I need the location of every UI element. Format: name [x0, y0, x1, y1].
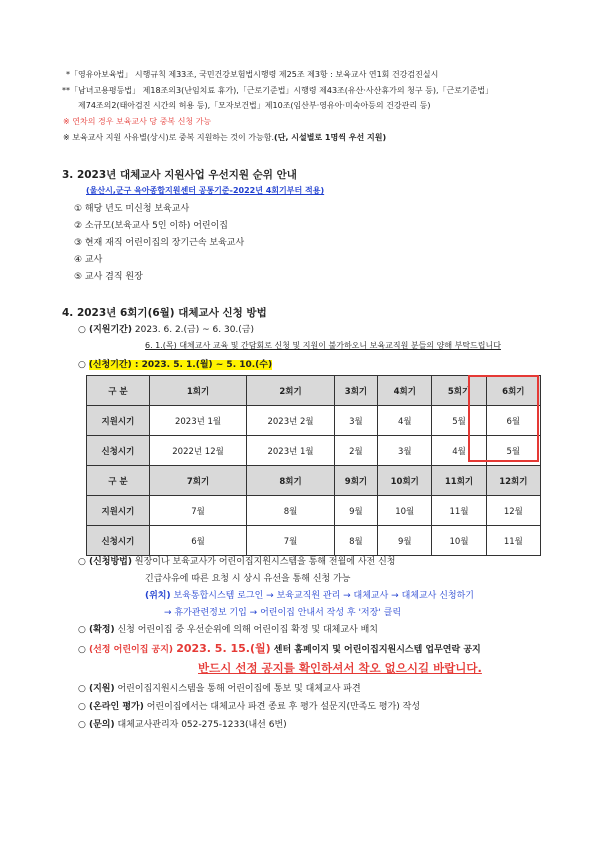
- support-period-note: 6. 1.(목) 대체교사 교육 및 간담회로 신청 및 지원이 불가하오니 보육교직원 분들의 양해 부탁드립니다: [145, 341, 501, 350]
- table-row-label: 신청시기: [87, 526, 150, 556]
- table-cell: 6월: [149, 526, 247, 556]
- note-annual-leave: ※ 연차의 경우 보육교사 당 중복 신청 가능: [63, 117, 212, 126]
- note-legal-2b: 제74조의2(태아검진 시간의 허용 등),「모자보건법」제10조(임산부·영유아·미숙아등의 건강관리 등): [78, 101, 431, 110]
- table-header-cell: 4회기: [378, 376, 432, 406]
- notice-line: [78, 640, 481, 656]
- table-header-cell: 2회기: [247, 376, 335, 406]
- table-header-cell: 구 분: [87, 466, 150, 496]
- table-cell: 2월: [334, 436, 377, 466]
- table-header-cell: 6회기: [486, 376, 540, 406]
- table-row-label: 지원시기: [87, 406, 150, 436]
- method-location: [145, 588, 474, 601]
- priority-item-1: ① 해당 년도 미신청 보육교사: [74, 204, 190, 214]
- table-cell: 8월: [334, 526, 377, 556]
- method-text: 원장이나 보육교사가 어린이집지원시스템을 통해 전월에 사전 신청: [134, 557, 396, 567]
- note-duplicate-text: ※ 보육교사 지원 사유별(상시)로 중복 지원하는 것이 가능함.: [63, 133, 275, 142]
- notice-mark: ○: [78, 645, 86, 655]
- notice-label: (선정 어린이집 공지): [89, 645, 174, 655]
- table-header-cell: 5회기: [432, 376, 486, 406]
- table-cell: 5월: [432, 406, 486, 436]
- priority-item-3: ③ 현재 재직 어린이집의 장기근속 보육교사: [74, 238, 245, 248]
- note-legal-1: *「영유아보육법」 시행규칙 제33조, 국민건강보험법시행령 제25조 제3항 : 보육교사 연1회 건강검진실시: [66, 70, 439, 79]
- location-path: 보육통합시스템 로그인 → 보육교직원 관리 → 대체교사 → 대체교사 신청하기: [173, 591, 474, 601]
- table-cell: 11월: [486, 526, 540, 556]
- support-period-value: 2023. 6. 2.(금) ~ 6. 30.(금): [134, 325, 254, 335]
- notice-warning: 반드시 선정 공지를 확인하셔서 착오 없으시길 바랍니다.: [198, 661, 482, 675]
- table-cell: 2023년 2월: [247, 406, 335, 436]
- notice-date: 2023. 5. 15.(월): [176, 642, 271, 655]
- support-period-label: ○ (지원기간): [78, 325, 132, 335]
- note-duplicate-bold: (단, 시설별로 1명씩 우선 지원): [274, 133, 387, 142]
- table-row: [87, 526, 541, 556]
- table-header-cell: 11회기: [432, 466, 486, 496]
- confirm-line: [78, 622, 378, 635]
- table-cell: 5월: [486, 436, 540, 466]
- method-line-1: [78, 554, 395, 567]
- current-round-highlight-box: [468, 375, 539, 462]
- table-header-cell: 9회기: [334, 466, 377, 496]
- table-header-cell: 3회기: [334, 376, 377, 406]
- table-header-cell: 7회기: [149, 466, 247, 496]
- table-cell: 7월: [149, 496, 247, 526]
- table-cell: 10월: [432, 526, 486, 556]
- section3-title: 3. 2023년 대체교사 지원사업 우선지원 순위 안내: [62, 169, 297, 181]
- table-header-cell: 8회기: [247, 466, 335, 496]
- table-header-cell: 10회기: [378, 466, 432, 496]
- table-cell: 9월: [334, 496, 377, 526]
- evaluation-text: 어린이집에서는 대체교사 파견 종료 후 평가 설문지(만족도 평가) 작성: [146, 702, 421, 712]
- evaluation-label: ○ (온라인 평가): [78, 702, 144, 712]
- table-cell: 2022년 12월: [149, 436, 247, 466]
- table-row-label: 지원시기: [87, 496, 150, 526]
- table-cell: 2023년 1월: [149, 406, 247, 436]
- note-legal-2a: **「남녀고용평등법」 제18조의3(난임치료 휴가),「근로기준법」시행령 제43조(유산·사산휴가의 청구 등),「근로기준법」: [62, 86, 494, 95]
- method-location-cont: → 휴가관련정보 기입 → 어린이집 안내서 작성 후 '저장' 클릭: [164, 608, 402, 618]
- priority-item-4: ④ 교사: [74, 255, 103, 265]
- table-cell: 4월: [378, 406, 432, 436]
- priority-item-2: ② 소규모(보육교사 5인 이하) 어린이집: [74, 221, 228, 231]
- inquiry-line: [78, 717, 287, 730]
- table-cell: 4월: [432, 436, 486, 466]
- table-row-label: 신청시기: [87, 436, 150, 466]
- table-header-cell: 12회기: [486, 466, 540, 496]
- evaluation-line: [78, 699, 420, 712]
- dispatch-label: ○ (지원): [78, 684, 115, 694]
- table-header-cell: 구 분: [87, 376, 150, 406]
- method-line-2: 긴급사유에 따른 요청 시 상시 유선을 통해 신청 가능: [145, 574, 351, 584]
- table-header-cell: 1회기: [149, 376, 247, 406]
- notice-text: 센터 홈페이지 및 어린이집지원시스템 업무연락 공지: [273, 645, 481, 655]
- location-label: (위치): [145, 591, 171, 601]
- table-cell: 11월: [432, 496, 486, 526]
- table-cell: 6월: [486, 406, 540, 436]
- confirm-label: ○ (확정): [78, 625, 115, 635]
- table-cell: 12월: [486, 496, 540, 526]
- dispatch-text: 어린이집지원시스템을 통해 어린이집에 통보 및 대체교사 파견: [117, 684, 361, 694]
- table-cell: 10월: [378, 496, 432, 526]
- table-cell: 9월: [378, 526, 432, 556]
- inquiry-label: ○ (문의): [78, 720, 115, 730]
- table-cell: 7월: [247, 526, 335, 556]
- apply-period: [78, 357, 272, 370]
- priority-item-5: ⑤ 교사 겸직 원장: [74, 272, 143, 282]
- support-period: [78, 322, 254, 335]
- note-duplicate-support: [63, 132, 386, 143]
- table-row: [87, 466, 541, 496]
- dispatch-line: [78, 681, 361, 694]
- table-cell: 2023년 1월: [247, 436, 335, 466]
- section3-subtitle: (울산시,군구 육아종합지원센터 공통기준-2022년 4회기부터 적용): [86, 186, 325, 195]
- table-cell: 8월: [247, 496, 335, 526]
- table-row: [87, 496, 541, 526]
- section4-title: 4. 2023년 6회기(6월) 대체교사 신청 방법: [62, 307, 267, 319]
- table-cell: 3월: [378, 436, 432, 466]
- apply-period-mark: ○: [78, 360, 86, 370]
- method-label: ○ (신청방법): [78, 557, 132, 567]
- confirm-text: 신청 어린이집 중 우선순위에 의해 어린이집 확정 및 대체교사 배치: [117, 625, 378, 635]
- apply-period-text: (신청기간) : 2023. 5. 1.(월) ~ 5. 10.(수): [88, 360, 273, 370]
- inquiry-text: 대체교사관리자 052-275-1233(내선 6번): [117, 720, 287, 730]
- table-cell: 3월: [334, 406, 377, 436]
